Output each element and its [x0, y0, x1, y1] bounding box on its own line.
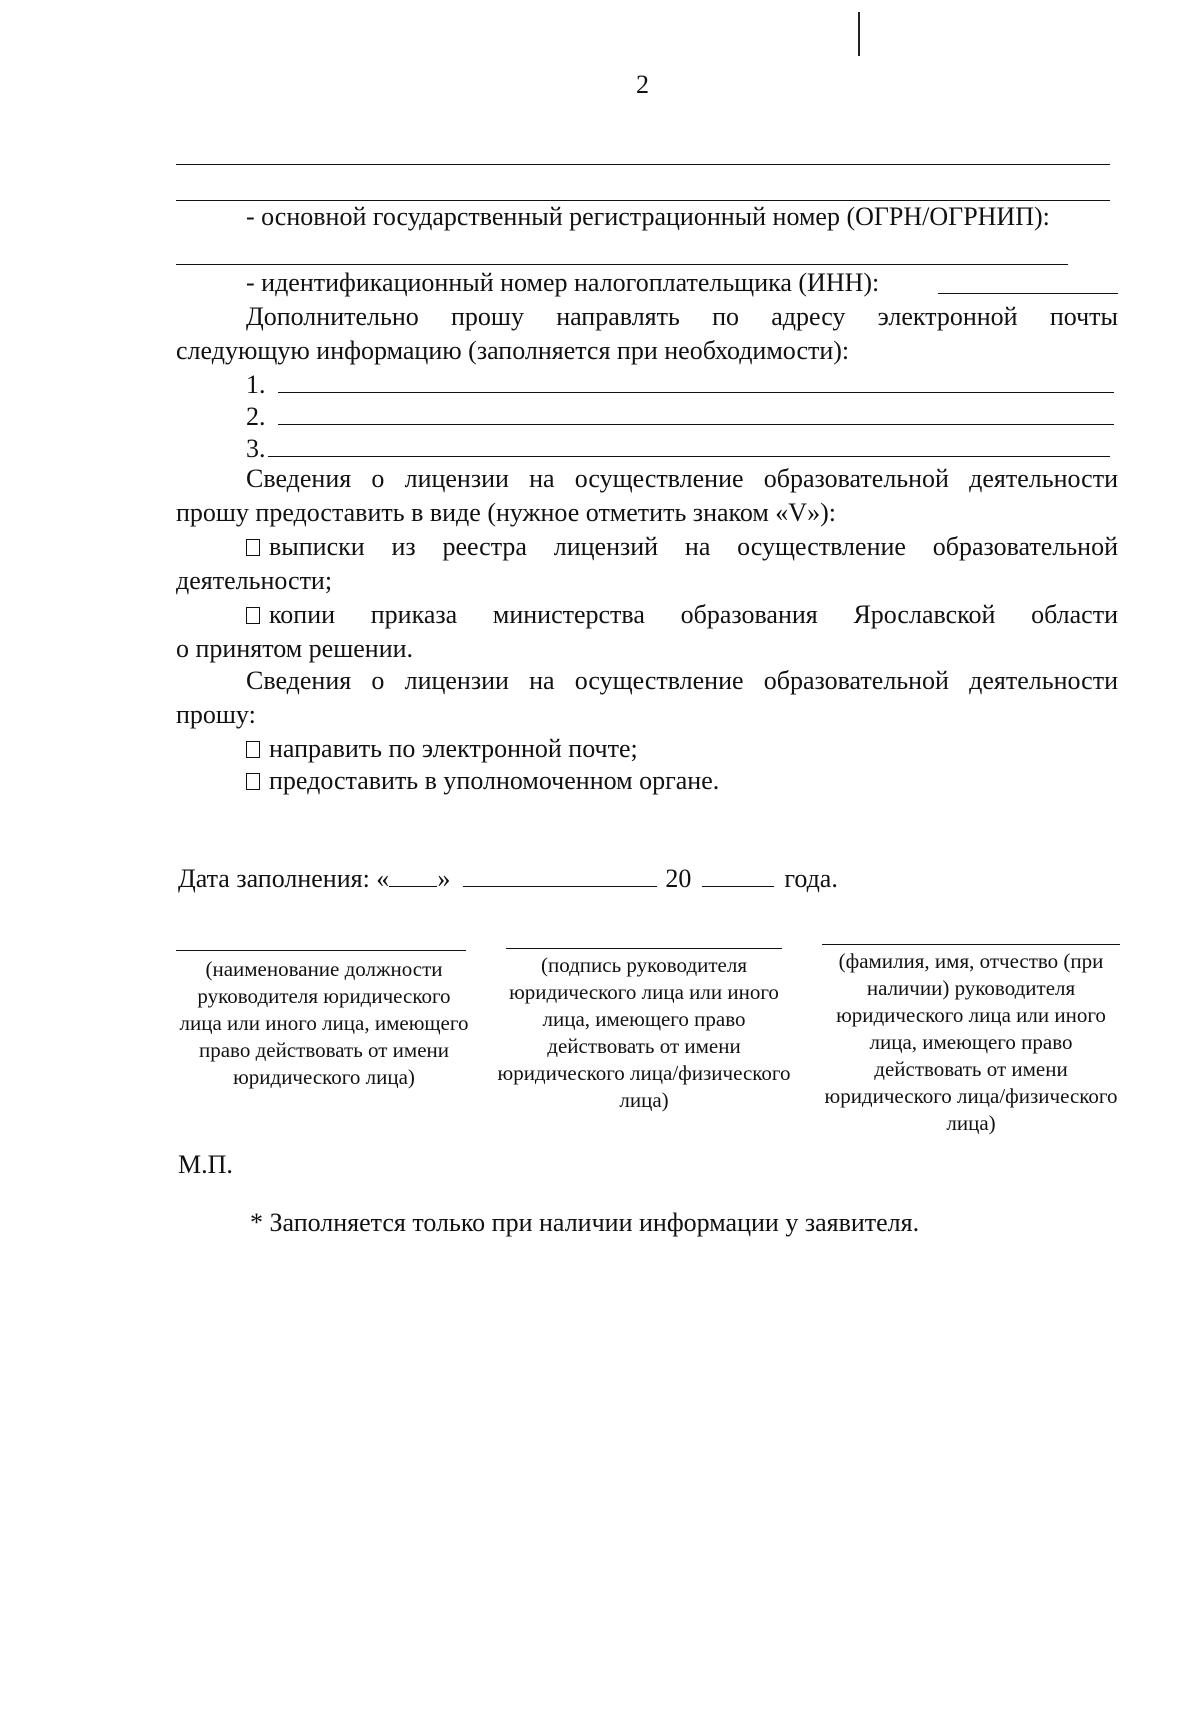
email-request-line2: следующую информацию (заполняется при необходимости):	[176, 336, 850, 365]
fill-date-label: Дата заполнения: «	[178, 864, 390, 893]
fill-date-close-quote: »	[437, 864, 451, 893]
date-month-field[interactable]	[463, 864, 657, 887]
delivery-option-office-text: предоставить в уполномоченном органе.	[269, 766, 720, 795]
license-delivery-line2: прошу:	[176, 700, 256, 729]
email-item-1-line[interactable]	[278, 392, 1114, 393]
inn-label: - идентификационный номер налогоплательщика (ИНН):	[246, 268, 880, 297]
email-item-3-line[interactable]	[268, 456, 1110, 457]
email-item-3-number: 3.	[246, 434, 266, 463]
signature-caption-signature: (подпись руководителя юридического лица или иного лица, имеющего право действовать от имени юридического лица/физического лица)	[497, 953, 791, 1112]
date-year-field[interactable]	[702, 864, 774, 887]
checkbox-extract[interactable]	[246, 539, 260, 556]
stamp-label: М.П.	[178, 1150, 233, 1179]
blank-line-1	[176, 164, 1110, 165]
signature-caption-position: (наименование должности руководителя юридического лица или иного лица, имеющего право действовать от имени юридического лица)	[179, 957, 469, 1089]
license-form-line1: Сведения о лицензии на осуществление образовательной деятельности	[246, 464, 1118, 493]
email-item-1-number: 1.	[246, 370, 266, 399]
email-item-2-number: 2.	[246, 402, 266, 431]
license-option-2-text: копии приказа министерства образования Ярославской области	[269, 600, 1118, 629]
scan-margin-mark	[858, 12, 860, 56]
license-delivery-line1: Сведения о лицензии на осуществление образовательной деятельности	[246, 666, 1118, 695]
license-form-line2: прошу предоставить в виде (нужное отметить знаком «V»):	[176, 498, 836, 527]
date-day-field[interactable]	[389, 864, 437, 887]
email-request-line1: Дополнительно прошу направлять по адресу электронной почты	[246, 302, 1118, 331]
page-number: 2	[636, 70, 649, 99]
fullname-signature-line[interactable]	[822, 944, 1120, 945]
email-item-2-line[interactable]	[278, 424, 1114, 425]
inn-input-line[interactable]	[938, 293, 1118, 294]
footnote: * Заполняется только при наличии информации у заявителя.	[250, 1208, 920, 1237]
license-option-2-cont: о принятом решении.	[176, 634, 414, 663]
ogrn-label: - основной государственный регистрационный номер (ОГРН/ОГРНИП):	[246, 202, 1050, 231]
delivery-option-email	[246, 734, 638, 764]
checkbox-office-delivery[interactable]	[246, 773, 260, 790]
license-option-1-cont: деятельности;	[176, 566, 333, 595]
checkbox-order-copy[interactable]	[246, 607, 260, 624]
signature-caption-fullname: (фамилия, имя, отчество (при наличии) руководителя юридического лица или иного лица, имеющего право действовать от имени юридического лица/физического лица)	[824, 949, 1118, 1135]
fill-date	[178, 864, 838, 894]
license-option-2	[246, 600, 1118, 630]
position-signature-line[interactable]	[176, 950, 466, 951]
delivery-option-office	[246, 766, 719, 796]
blank-line-2	[176, 200, 1110, 201]
license-option-1	[246, 532, 1118, 562]
signature-line[interactable]	[506, 948, 782, 949]
fill-date-century: 20	[665, 864, 692, 893]
license-option-1-text: выписки из реестра лицензий на осуществление образовательной	[269, 532, 1118, 561]
checkbox-email-delivery[interactable]	[246, 741, 260, 758]
delivery-option-email-text: направить по электронной почте;	[269, 734, 638, 763]
fill-date-suffix: года.	[784, 864, 838, 893]
ogrn-input-line[interactable]	[176, 264, 1068, 265]
